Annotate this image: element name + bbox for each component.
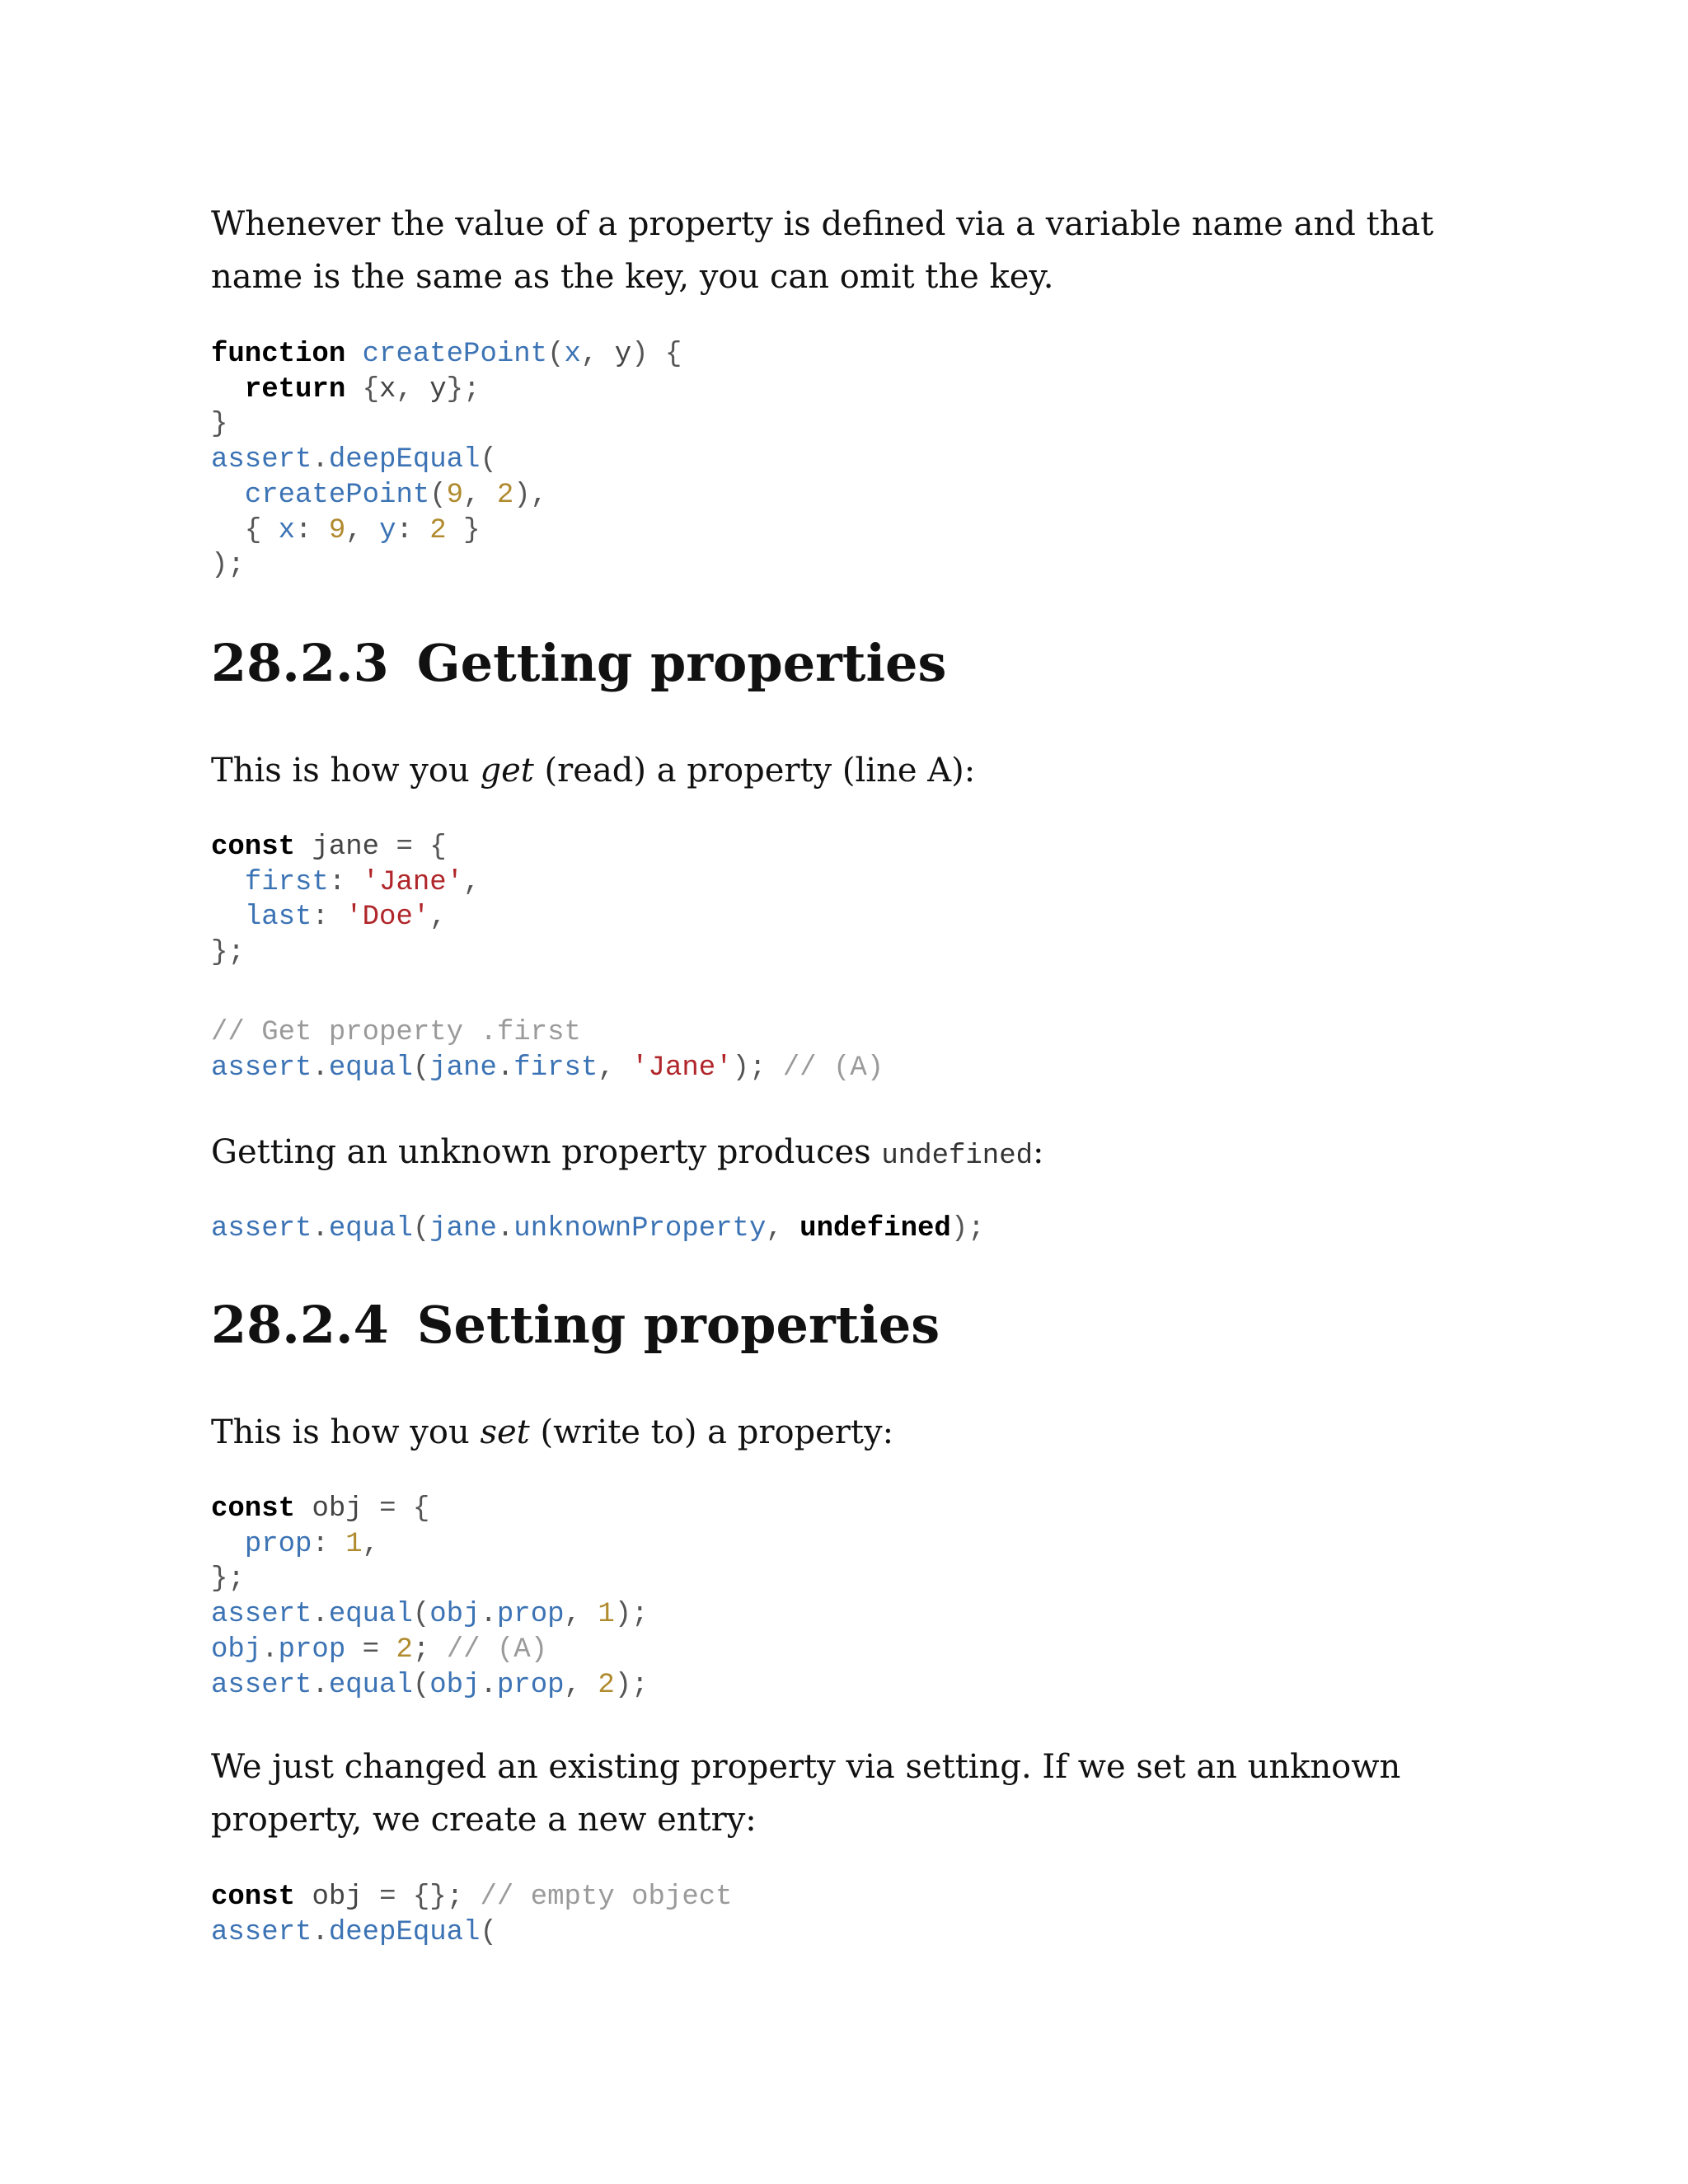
setting-intro-paragraph — [211, 1406, 1497, 1459]
code-block-jane: const jane = { first: 'Jane', last: 'Doe', }; — [211, 832, 481, 969]
code-block-set-prop: const obj = { prop: 1, }; assert.equal(obj.prop, 1); obj.prop = 2; // (A) assert.equal(obj.prop, 2); — [211, 1493, 649, 1701]
code-block-new-entry: const obj = {}; // empty object assert.deepEqual( — [211, 1882, 733, 1948]
section-heading-setting-properties — [211, 1292, 940, 1358]
text-run: : — [1033, 1133, 1044, 1171]
text-run: This is how you — [211, 1413, 481, 1451]
getting-intro-paragraph — [211, 744, 1497, 797]
section-title: Getting properties — [416, 633, 947, 693]
section-number: 28.2.3 — [211, 633, 389, 693]
section-number: 28.2.4 — [211, 1295, 389, 1355]
unknown-property-paragraph — [211, 1126, 1497, 1183]
intro-paragraph: Whenever the value of a property is defined via a variable name and that name is the same as the key, you can omit the key. — [211, 205, 1434, 296]
new-entry-paragraph: We just changed an existing property via setting. If we set an unknown property, we create a new entry: — [211, 1748, 1401, 1839]
code-block-create-point: function createPoint(x, y) { return {x, y}; } assert.deepEqual( createPoint(9, 2), { x: 9, y: 2 } ); — [211, 339, 682, 582]
section-heading-getting-properties — [211, 630, 946, 696]
text-run: This is how you — [211, 752, 481, 790]
text-run: Getting an unknown property produces — [211, 1133, 882, 1171]
inline-code-undefined: undefined — [881, 1141, 1034, 1172]
code-block-unknown-property: assert.equal(jane.unknownProperty, undefined); — [211, 1213, 985, 1244]
text-run: (read) a property (line A): — [533, 752, 976, 790]
emphasis-set: set — [480, 1413, 530, 1451]
section-title: Setting properties — [416, 1295, 940, 1355]
code-block-get-first: // Get property .first assert.equal(jane.first, 'Jane'); // (A) — [211, 1017, 884, 1084]
text-run: (write to) a property: — [529, 1413, 894, 1451]
emphasis-get: get — [480, 752, 534, 790]
